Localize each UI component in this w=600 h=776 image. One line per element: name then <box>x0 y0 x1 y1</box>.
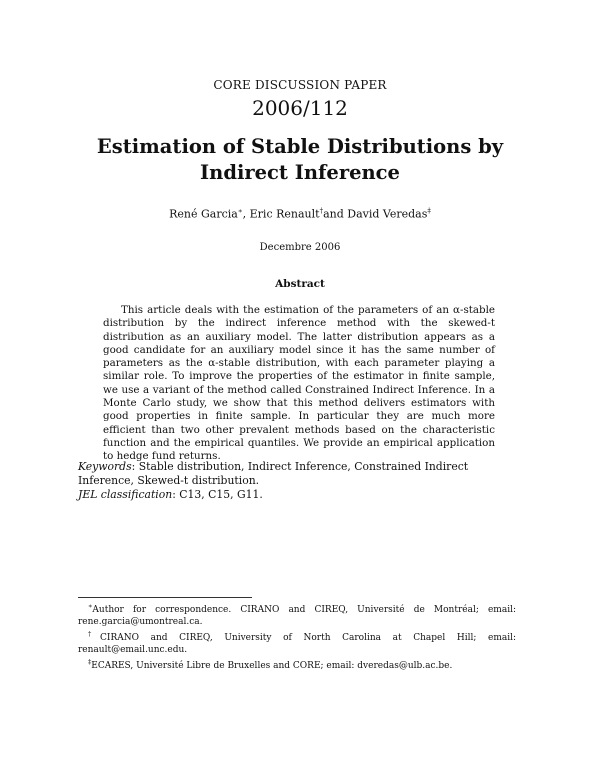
footnote-mark: † <box>88 630 101 638</box>
footnote-rule <box>78 597 252 598</box>
author-garcia: René Garcia <box>169 207 238 221</box>
footnote-text: Author for correspondence. CIRANO and CIREQ, Université de Montréal; email: rene.garcia@umontreal.ca. <box>78 605 516 627</box>
footnote-mark-3: ‡ <box>427 207 431 215</box>
keywords-line: Keywords: Stable distribution, Indirect Inference, Constrained Indirect Inference, Skewed-t distribution. <box>78 460 469 487</box>
author-list <box>0 207 600 221</box>
footnote <box>78 628 516 656</box>
paper-title <box>0 134 600 186</box>
footnote-text: CIRANO and CIREQ, University of North Carolina at Chapel Hill; email: renault@email.unc.edu. <box>78 633 517 655</box>
footnote-text: ECARES, Université Libre de Bruxelles and CORE; email: dveredas@ulb.ac.be. <box>91 661 453 671</box>
footnote <box>78 656 516 672</box>
author-separator: and <box>323 207 348 221</box>
footnote-mark-2: † <box>319 207 324 215</box>
footnote-mark: ‡ <box>88 658 92 666</box>
author-veredas: David Veredas <box>347 207 428 221</box>
title-line-2: Indirect Inference <box>200 161 400 184</box>
publication-date: Decembre 2006 <box>259 242 341 253</box>
author-renault: Eric Renault <box>249 207 320 221</box>
jel-label: JEL classification <box>78 488 173 501</box>
jel-line: JEL classification: C13, C15, G11. <box>78 488 263 501</box>
footnote-mark-1: ∗ <box>237 207 243 215</box>
abstract-body: This article deals with the estimation of the parameters of an α-stable distribution by the indirect inference method with the skewed-t distribution as an auxiliary model. The latter distribution appears as a good candidate for an auxiliary model since it has the same number of parameters as the α-stable distribution, with each parameter playing a similar role. To improve the properties of the estimator in finite sample, we use a variant of the method called Constrained Indirect Inference. In a Monte Carlo study, we show that this method delivers estimators with good properties in finite sample. In particular they are much more efficient than two other prevalent methods based on the characteristic function and the empirical quantiles. We provide an empirical application to hedge fund returns. <box>103 304 495 463</box>
keywords-text: Stable distribution, Indirect Inference, Constrained Indirect Inference, Skewed-t distribution. <box>78 460 469 487</box>
author-separator: , <box>242 207 250 221</box>
series-label: CORE DISCUSSION PAPER <box>213 78 387 92</box>
footnotes <box>78 600 516 672</box>
paper-number: 2006/112 <box>252 96 348 120</box>
abstract-heading: Abstract <box>275 278 325 290</box>
keywords-label: Keywords <box>78 460 132 473</box>
footnote-mark: ∗ <box>88 602 93 610</box>
jel-codes: C13, C15, G11. <box>179 488 263 501</box>
footnote <box>78 600 516 628</box>
title-line-1: Estimation of Stable Distributions by <box>96 135 504 158</box>
